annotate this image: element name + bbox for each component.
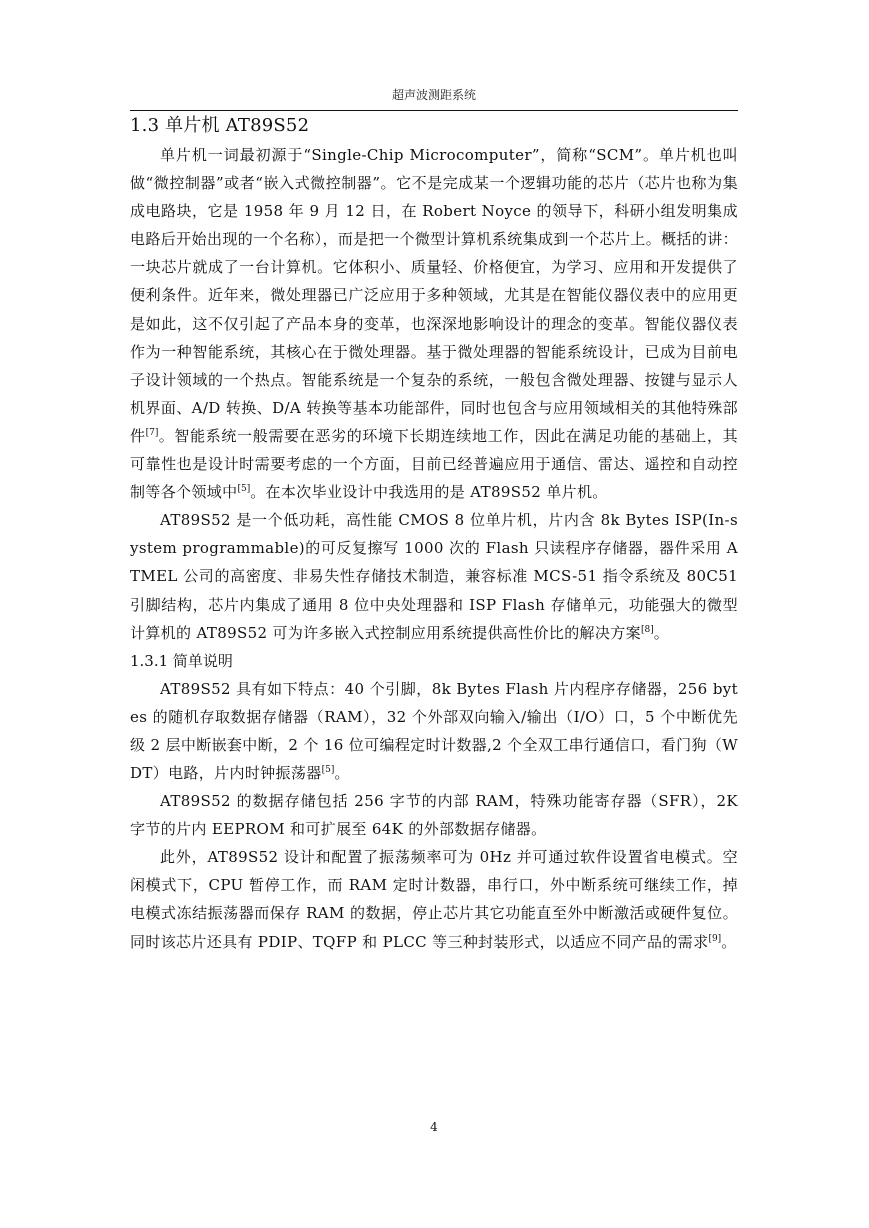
citation-ref: [7] — [145, 427, 159, 438]
page-number: 4 — [430, 1120, 438, 1134]
paragraph-text: AT89S52 具有如下特点：40 个引脚，8k Bytes Flash 片内程序存储器，256 bytes 的随机存取数据存储器（RAM），32 个外部双向输入/输出（I/O）口，5 个中断优先级 2 层中断嵌套中断，2 个 16 位可编程定时计数器,2 个全双工串行通信口，看门狗（WDT）电路，片内时钟振荡器 — [130, 679, 738, 782]
paragraph-at89s52-overview — [130, 506, 738, 646]
paragraph-text: AT89S52 的数据存储包括 256 字节的内部 RAM，特殊功能寄存器（SFR），2K 字节的片内 EEPROM 和可扩展至 64K 的外部数据存储器。 — [130, 792, 738, 839]
paragraph-text: 。智能系统一般需要在恶劣的环境下长期连续地工作，因此在满足功能的基础上，其可靠性也是设计时需要考虑的一个方面，目前已经普遍应用于通信、雷达、遥控和自动控制等各个领域中 — [130, 426, 738, 502]
paragraph-power-modes — [130, 843, 738, 955]
paragraph-scm-intro — [130, 141, 738, 506]
citation-ref: [5] — [321, 764, 335, 775]
citation-ref: [9] — [708, 933, 722, 944]
paragraph-text: 单片机一词最初源于“Single-Chip Microcomputer”，简称“SCM”。单片机也叫做“微控制器”或者“嵌入式微控制器”。它不是完成某一个逻辑功能的芯片（芯片也称为集成电路块，它是 1958 年 9 月 12 日，在 Robert Noyce 的领导下，科研小组发明集成电路后开始出现的一个名称），而是把一个微型计算机系统集成到一个芯片上。概括的讲：一块芯片就成了一台计算机。它体积小、质量轻、价格便宜，为学习、应用和开发提供了便利条件。近年来，微处理器已广泛应用于多种领域，尤其是在智能仪器仪表中的应用更是如此，这不仅引起了产品本身的变革，也深深地影响设计的理念的变革。智能仪器仪表作为一种智能系统，其核心在于微处理器。基于微处理器的智能系统设计，已成为目前电子设计领域的一个热点。智能系统是一个复杂的系统，一般包含微处理器、按键与显示人机界面、A/D 转换、D/A 转换等基本功能部件，同时也包含与应用领域相关的其他特殊部件 — [130, 146, 738, 445]
section-title: 1.3 单片机 AT89S52 — [130, 115, 310, 136]
citation-ref: [5] — [237, 484, 251, 495]
running-header: 超声波测距系统 — [391, 88, 476, 102]
paragraph-text: 。 — [334, 763, 350, 782]
paragraph-text: 。 — [721, 932, 737, 951]
citation-ref: [8] — [640, 624, 654, 635]
paragraph-features — [130, 675, 738, 787]
paragraph-text: AT89S52 是一个低功耗，高性能 CMOS 8 位单片机，片内含 8k Bytes ISP(In-system programmable)的可反复擦写 1000 次的 Flash 只读程序存储器，器件采用 ATMEL 公司的高密度、非易失性存储技术制造，兼容标准 MCS-51 指令系统及 80C51 引脚结构，芯片内集成了通用 8 位中央处理器和 ISP Flash 存储单元，功能强大的微型计算机的 AT89S52 可为许多嵌入式控制应用系统提供高性价比的解决方案 — [130, 511, 738, 642]
paragraph-text: 。 — [653, 623, 670, 642]
page-content — [130, 111, 738, 956]
subsection-title: 1.3.1 简单说明 — [130, 651, 233, 670]
paragraph-data-storage — [130, 787, 738, 843]
paragraph-text: 。在本次毕业设计中我选用的是 AT89S52 单片机。 — [250, 483, 608, 502]
paragraph-text: 此外，AT89S52 设计和配置了振荡频率可为 0Hz 并可通过软件设置省电模式。空闲模式下，CPU 暂停工作，而 RAM 定时计数器，串行口，外中断系统可继续工作，掉电模式冻结振荡器而保存 RAM 的数据，停止芯片其它功能直至外中断激活或硬件复位。同时该芯片还具有 PDIP、TQFP 和 PLCC 等三种封装形式，以适应不同产品的需求 — [130, 848, 738, 951]
